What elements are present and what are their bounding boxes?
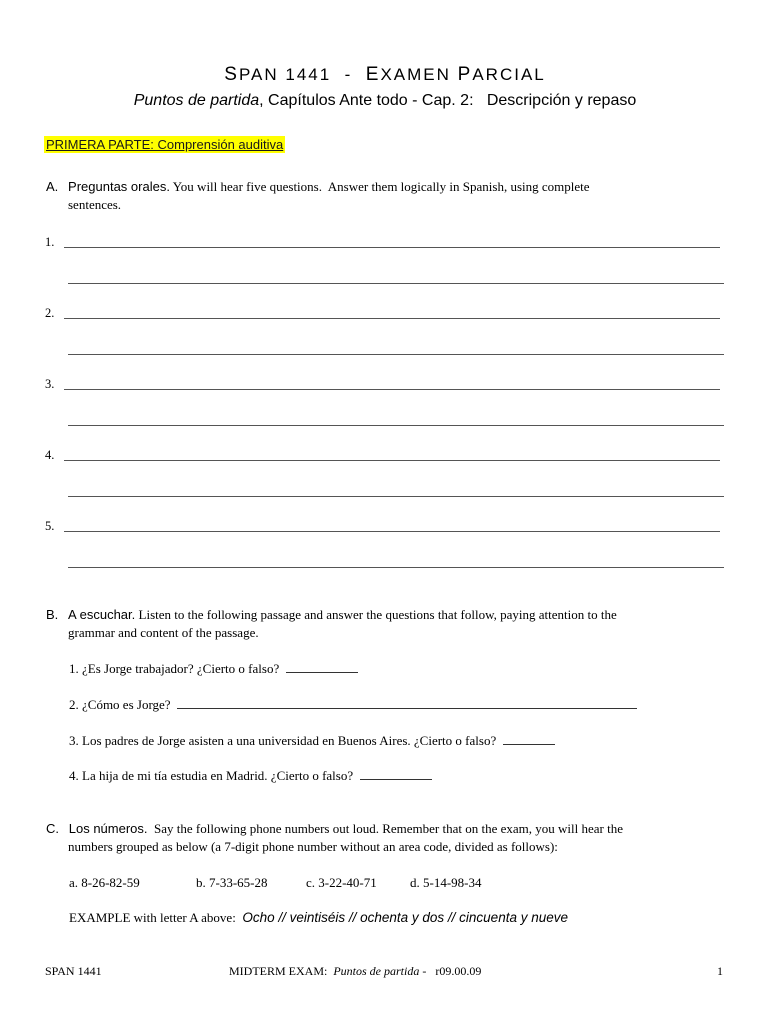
question-number-4: 4. [45,448,55,462]
phone-d: d. 5-14-98-34 [410,875,482,890]
answer-line[interactable] [64,318,720,319]
footer-course: SPAN 1441 [45,964,102,978]
answer-blank[interactable] [177,698,637,709]
phone-c: c. 3-22-40-71 [306,875,377,890]
question-number-3: 3. [45,377,55,391]
answer-line[interactable] [68,425,724,426]
page-number: 1 [717,964,723,978]
question-number-1: 1. [45,235,55,249]
footer-center: MIDTERM EXAM: Puntos de partida - r09.00.09 [229,964,482,978]
answer-blank[interactable] [503,734,555,745]
phone-a: a. 8-26-82-59 [69,875,140,890]
answer-line[interactable] [68,567,724,568]
section-c-instructions: C. Los números. Say the following phone numbers out loud. Remember that on the exam, you will hear the numbers grouped as below (a 7-digit phone number without an area code, divided as follows): [46,821,623,854]
answer-line[interactable] [64,460,720,461]
question-b1: 1. ¿Es Jorge trabajador? ¿Cierto o falso? [69,661,358,677]
part-one-label: PRIMERA PARTE: Comprensión auditiva [46,137,284,152]
answer-line[interactable] [68,283,724,284]
answer-line[interactable] [68,354,724,355]
section-a-instructions: A. Preguntas orales. You will hear five questions. Answer them logically in Spanish, using complete sentences. [46,179,590,212]
phone-b: b. 7-33-65-28 [196,875,268,890]
question-b4: 4. La hija de mi tía estudia en Madrid. ¿Cierto o falso? [69,768,432,784]
example-line: EXAMPLE with letter A above: Ocho // veintiséis // ochenta y dos // cincuenta y nueve [69,910,568,925]
question-number-5: 5. [45,519,55,533]
exam-subtitle: Puntos de partida, Capítulos Ante todo - Cap. 2: Descripción y repaso [133,92,637,109]
answer-blank[interactable] [286,662,358,673]
answer-line[interactable] [64,389,720,390]
answer-line[interactable] [64,247,720,248]
answer-blank[interactable] [360,769,432,780]
question-number-2: 2. [45,306,55,320]
answer-line[interactable] [64,531,720,532]
question-b2: 2. ¿Cómo es Jorge? [69,697,637,713]
exam-title: SPAN 1441 - EXAMEN PARCIAL [224,64,546,85]
answer-line[interactable] [68,496,724,497]
question-b3: 3. Los padres de Jorge asisten a una universidad en Buenos Aires. ¿Cierto o falso? [69,733,555,749]
section-b-instructions: B. A escuchar. Listen to the following passage and answer the questions that follow, paying attention to the grammar and content of the passage. [46,607,617,640]
